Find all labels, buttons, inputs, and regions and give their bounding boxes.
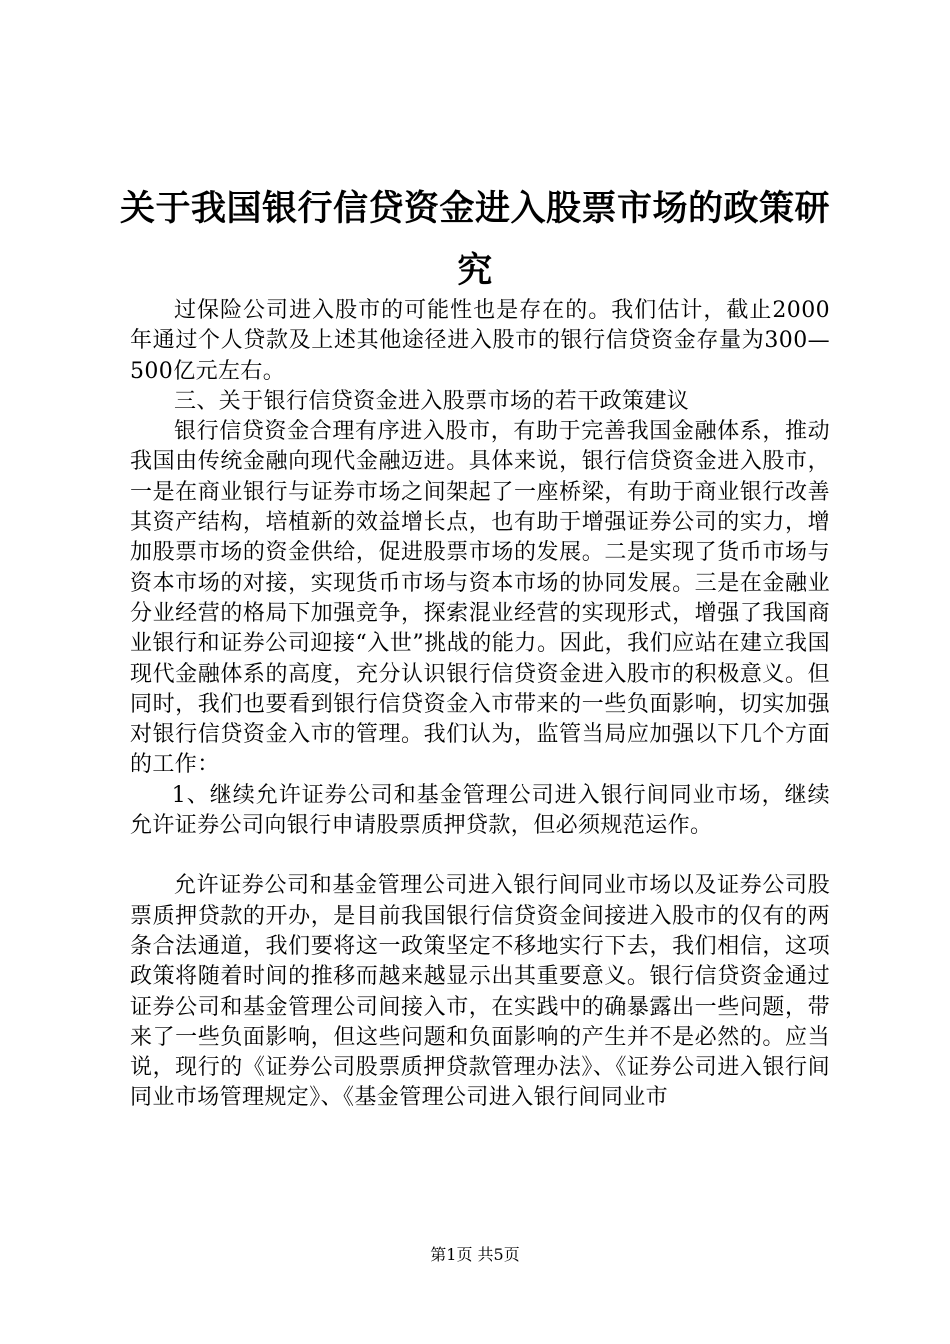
paragraph-significance: 银行信贷资金合理有序进入股市，有助于完善我国金融体系，推动我国由传统金融向现代金融迈进。具体来说，银行信贷资金进入股市，一是在商业银行与证券市场之间架起了一座桥梁，有助于商业银行改善其资产结构，培植新的效益增长点，也有助于增强证券公司的实力，增加股票市场的资金供给，促进股票市场的发展。二是实现了货币市场与资本市场的对接，实现货币市场与资本市场的协同发展。三是在金融业分业经营的格局下加强竞争，探索混业经营的实现形式，增强了我国商业银行和证券公司迎接“入世”挑战的能力。因此，我们应站在建立我国现代金融体系的高度，充分认识银行信贷资金进入股市的积极意义。但同时，我们也要看到银行信贷资金入市带来的一些负面影响，切实加强对银行信贷资金入市的管理。我们认为，监管当局应加强以下几个方面的工作： [130, 419, 830, 778]
document-body [130, 296, 830, 1114]
paragraph-legal-channels: 允许证券公司和基金管理公司进入银行间同业市场以及证券公司股票质押贷款的开办，是目前我国银行信贷资金间接进入股市的仅有的两条合法通道，我们要将这一政策坚定不移地实行下去，我们相信，这项政策将随着时间的推移而越来越显示出其重要意义。银行信贷资金通过证券公司和基金管理公司间接入市，在实践中的确暴露出一些问题，带来了一些负面影响，但这些问题和负面影响的产生并不是必然的。应当说，现行的《证券公司股票质押贷款管理办法》、《证券公司进入银行间同业市场管理规定》、《基金管理公司进入银行间同业市 [130, 873, 830, 1111]
paragraph-estimate: 过保险公司进入股市的可能性也是存在的。我们估计，截止2000年通过个人贷款及上述其他途径进入股市的银行信贷资金存量为300—500亿元左右。 [130, 298, 830, 384]
document-title: 关于我国银行信贷资金进入股票市场的政策研究 [120, 189, 831, 291]
paragraph-spacer [130, 841, 830, 871]
page-number: 第1页 共5页 [430, 1245, 520, 1264]
suggestion-item-1: 1、继续允许证券公司和基金管理公司进入银行间同业市场，继续允许证券公司向银行申请股票质押贷款，但必须规范运作。 [130, 782, 830, 839]
section-heading-policy-suggestions: 三、关于银行信贷资金进入股票市场的若干政策建议 [174, 388, 690, 414]
